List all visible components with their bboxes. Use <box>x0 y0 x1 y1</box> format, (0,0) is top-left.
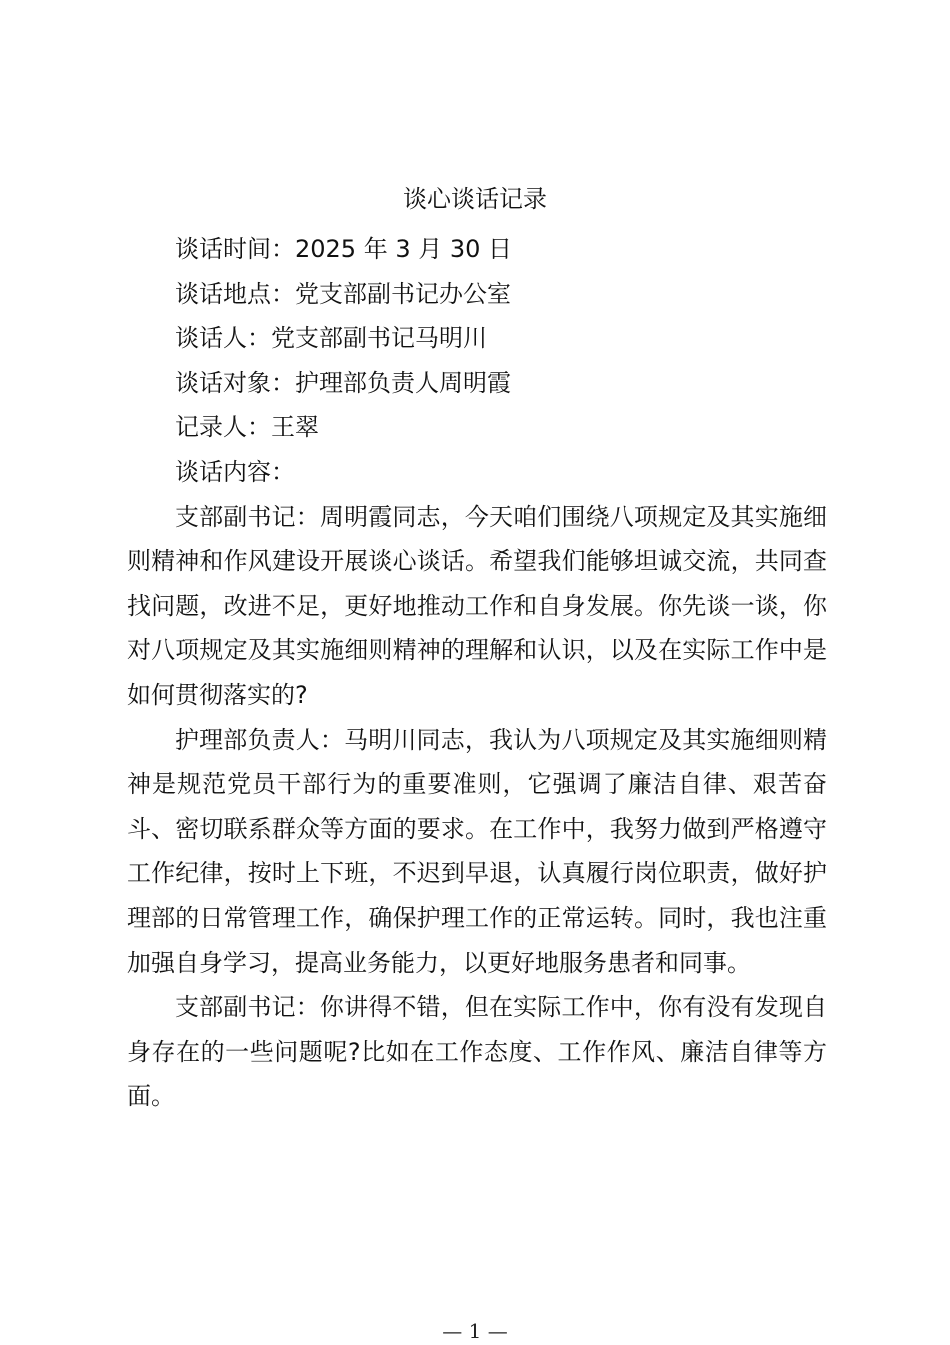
document-body <box>127 227 827 1119</box>
meta-speaker: 谈话人：党支部副书记马明川 <box>175 324 487 353</box>
meta-recorder: 记录人：王翠 <box>175 413 319 442</box>
meta-subject: 谈话对象：护理部负责人周明霞 <box>175 368 511 397</box>
meta-content-heading: 谈话内容： <box>175 457 295 486</box>
paragraph: 支部副书记：你讲得不错，但在实际工作中，你有没有发现自身存在的一些问题呢?比如在工作态度、工作作风、廉洁自律等方面。 <box>127 993 827 1111</box>
paragraph: 支部副书记：周明霞同志，今天咱们围绕八项规定及其实施细则精神和作风建设开展谈心谈话。希望我们能够坦诚交流，共同查找问题，改进不足，更好地推动工作和自身发展。你先谈一谈，你对八项规定及其实施细则精神的理解和认识，以及在实际工作中是如何贯彻落实的? <box>127 502 827 709</box>
page-number: — 1 — <box>442 1319 508 1343</box>
meta-location: 谈话地点：党支部副书记办公室 <box>175 279 511 308</box>
paragraph: 护理部负责人：马明川同志，我认为八项规定及其实施细则精神是规范党员干部行为的重要准则，它强调了廉洁自律、艰苦奋斗、密切联系群众等方面的要求。在工作中，我努力做到严格遵守工作纪律，按时上下班，不迟到早退，认真履行岗位职责，做好护理部的日常管理工作，确保护理工作的正常运转。同时，我也注重加强自身学习，提高业务能力，以更好地服务患者和同事。 <box>127 725 827 977</box>
document-title: 谈心谈话记录 <box>403 185 547 213</box>
meta-time: 谈话时间：2025 年 3 月 30 日 <box>175 235 513 263</box>
